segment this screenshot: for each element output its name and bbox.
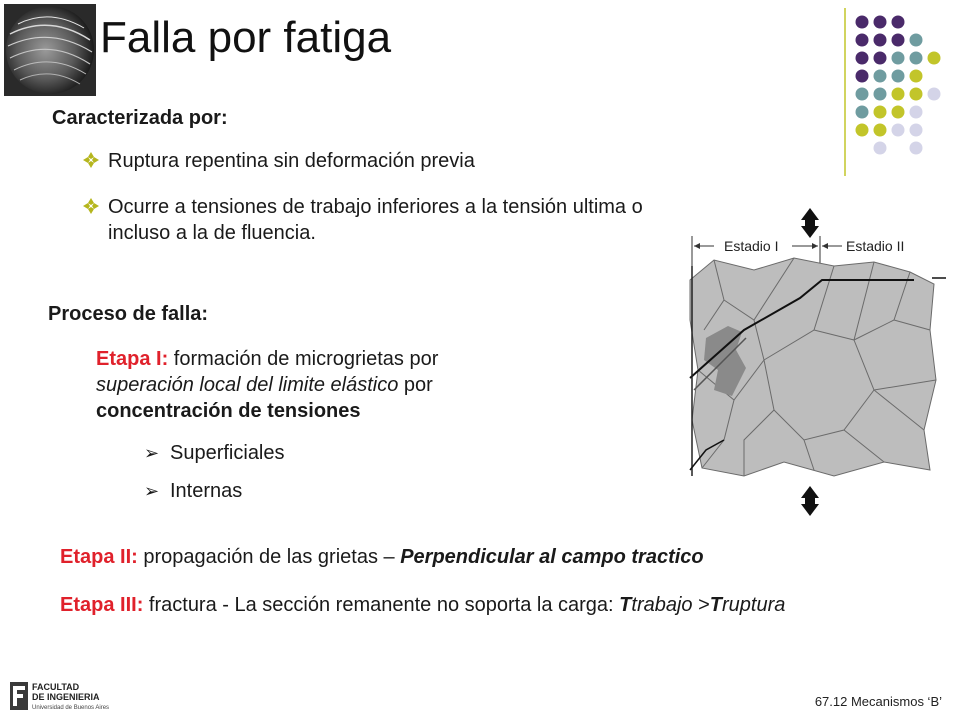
sub-item-text: Internas: [170, 480, 243, 502]
sub-item: [144, 478, 242, 504]
logo-line-2: DE INGENIERIA: [32, 692, 100, 702]
facultad-ingenieria-logo: [10, 680, 114, 714]
arrow-bullet-icon: ➢: [144, 481, 160, 501]
decorative-dot-grid: [840, 8, 950, 178]
etapa-1-text-italic: superación local del limite elástico: [96, 374, 399, 396]
sub-item: [144, 440, 285, 466]
bullet-text: Ocurre a tensiones de trabajo inferiores a la tensión ultima o incluso a la de fluencia.: [108, 196, 643, 244]
etapa-1-label: Etapa I:: [96, 348, 169, 370]
etapa-3-label: Etapa III:: [60, 594, 144, 616]
etapa-1-text-c: por: [398, 374, 433, 396]
logo-line-3: Universidad de Buenos Aires: [32, 705, 110, 711]
etapa-3-paragraph: [60, 592, 785, 618]
diamond-bullet-icon: [80, 151, 102, 169]
etapa-3-text: fractura - La sección remanente no soporta la carga:: [143, 594, 620, 616]
bullet-item: [80, 148, 660, 174]
label-estadio-ii: Estadio II: [846, 238, 905, 254]
t-subscript-ruptura: ruptura: [722, 594, 786, 616]
etapa-1-text-a: formación de microgrietas por: [168, 348, 439, 370]
section-heading-proceso: Proceso de falla:: [48, 303, 209, 325]
slide-title: Falla por fatiga: [100, 13, 392, 62]
etapa-2-emphasis: Perpendicular al campo tractico: [400, 546, 704, 568]
etapa-1-paragraph: [96, 346, 526, 424]
t-symbol: T: [619, 594, 632, 616]
sub-item-text: Superficiales: [170, 442, 285, 464]
etapa-2-text: propagación de las grietas –: [137, 546, 401, 568]
diamond-bullet-icon: [80, 197, 102, 215]
bullet-text: Ruptura repentina sin deformación previa: [108, 150, 475, 172]
section-heading-caracterizada: Caracterizada por:: [52, 107, 228, 129]
t-symbol: T: [709, 594, 723, 616]
bullet-item: [80, 194, 670, 246]
greater-than: >: [692, 594, 710, 616]
etapa-2-paragraph: [60, 544, 704, 570]
fatigue-crack-diagram: [684, 200, 950, 520]
load-arrow-top-icon: [801, 208, 819, 238]
label-estadio-i: Estadio I: [724, 238, 779, 254]
footer-course-label: 67.12 Mecanismos ‘B’: [814, 694, 942, 709]
t-subscript-trabajo: trabajo: [631, 594, 693, 616]
logo-line-1: FACULTAD: [32, 682, 80, 692]
etapa-2-label: Etapa II:: [60, 546, 138, 568]
load-arrow-bottom-icon: [801, 486, 819, 516]
etapa-1-text-bold: concentración de tensiones: [96, 400, 361, 422]
arrow-bullet-icon: ➢: [144, 443, 160, 463]
fracture-photo: [4, 4, 96, 96]
